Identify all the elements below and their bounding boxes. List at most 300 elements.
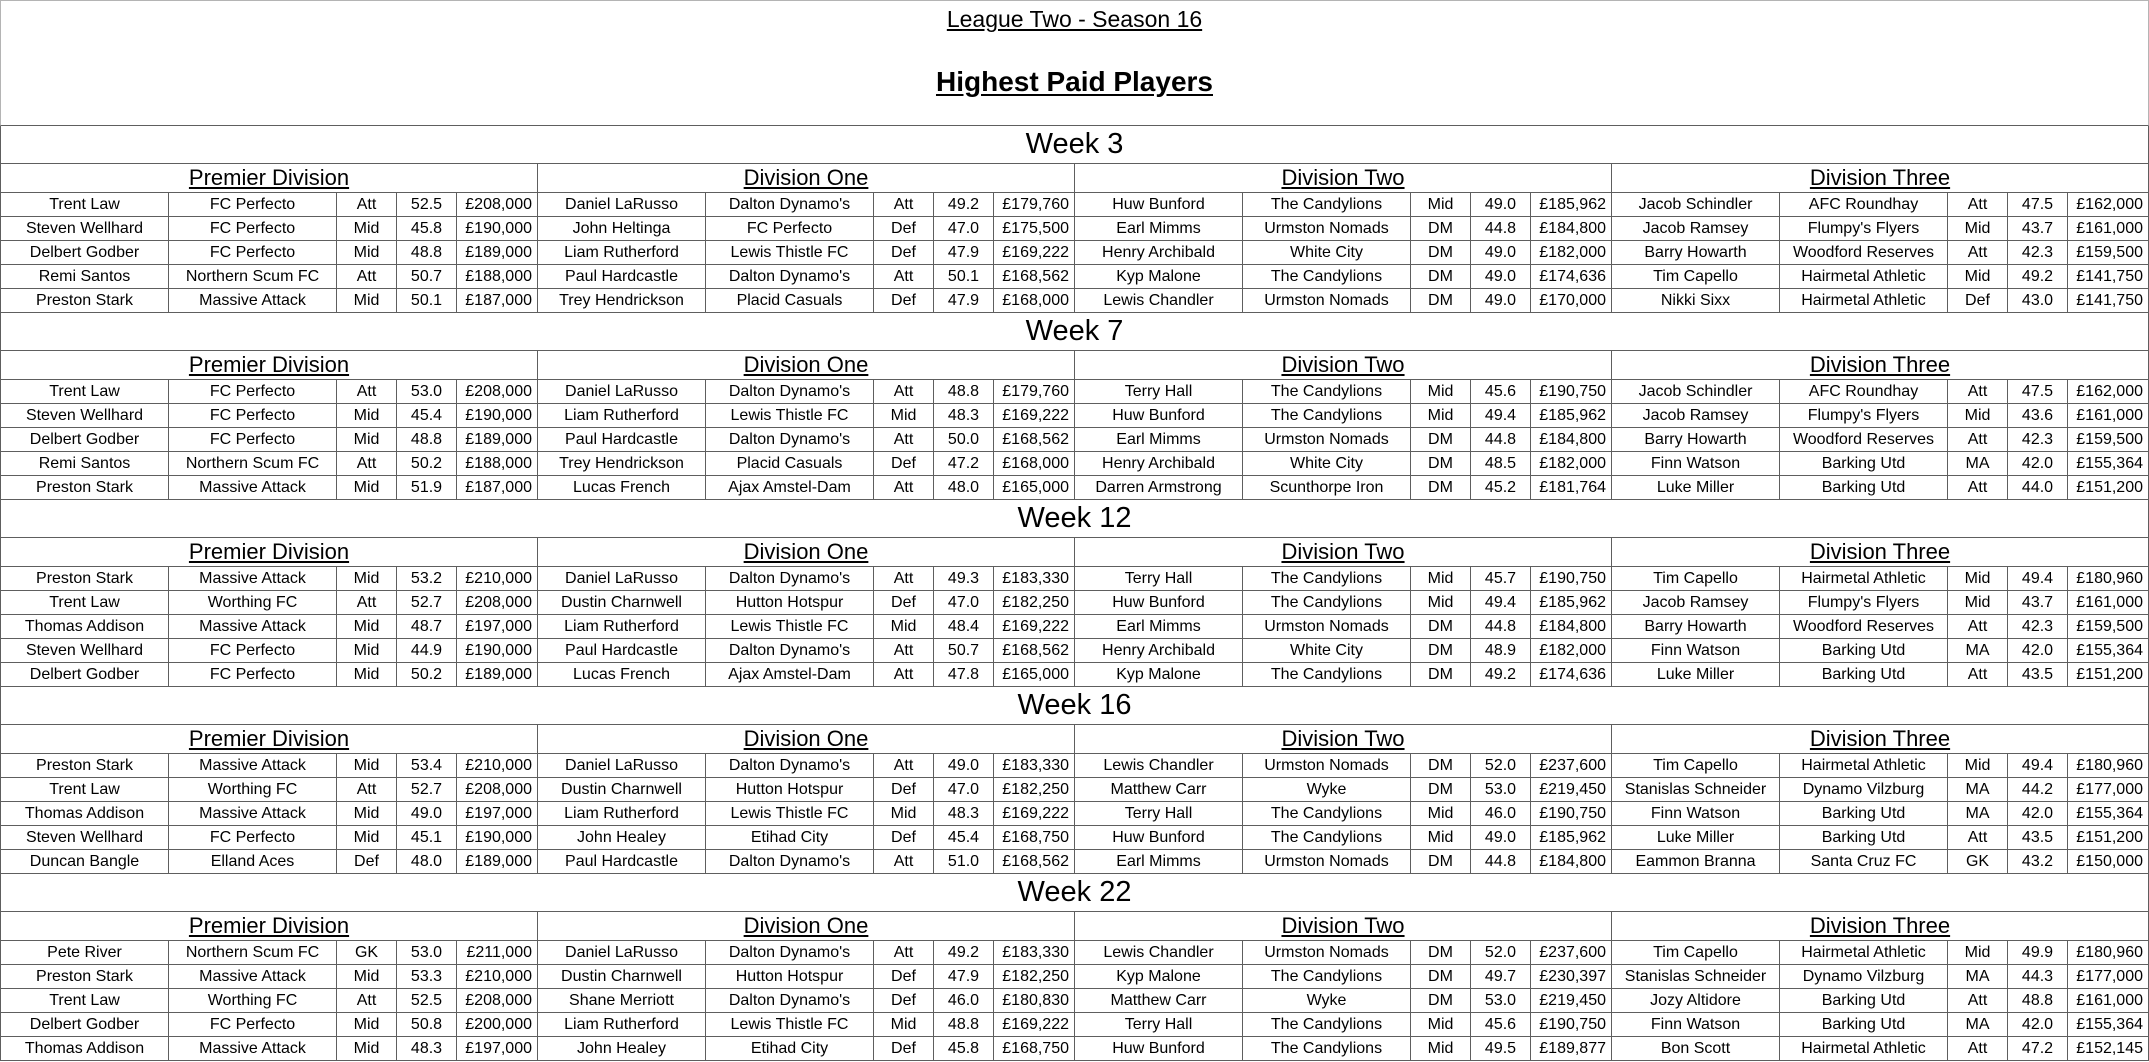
club-cell: Dalton Dynamo's bbox=[706, 567, 874, 591]
wage-cell: £159,500 bbox=[2068, 241, 2149, 265]
club-cell: Lewis Thistle FC bbox=[706, 802, 874, 826]
wage-cell: £174,636 bbox=[1531, 663, 1612, 687]
week-section bbox=[1, 500, 2149, 687]
rating-cell: 45.4 bbox=[934, 826, 994, 850]
rating-cell: 48.4 bbox=[934, 615, 994, 639]
rating-cell: 47.9 bbox=[934, 289, 994, 313]
rating-cell: 53.0 bbox=[397, 941, 457, 965]
rating-cell: 47.2 bbox=[934, 452, 994, 476]
rating-cell: 47.9 bbox=[934, 241, 994, 265]
player-name-cell: Jacob Schindler bbox=[1612, 380, 1780, 404]
wage-cell: £179,760 bbox=[994, 380, 1075, 404]
position-cell: MA bbox=[1948, 802, 2008, 826]
position-cell: Att bbox=[1948, 476, 2008, 500]
position-cell: Mid bbox=[874, 404, 934, 428]
club-cell: Worthing FC bbox=[169, 989, 337, 1013]
position-cell: Att bbox=[874, 380, 934, 404]
division-header bbox=[1612, 538, 2149, 567]
player-name-cell: Shane Merriott bbox=[538, 989, 706, 1013]
club-cell: The Candylions bbox=[1243, 663, 1411, 687]
player-name-cell: Matthew Carr bbox=[1075, 778, 1243, 802]
wage-cell: £200,000 bbox=[457, 1013, 538, 1037]
rating-cell: 48.8 bbox=[397, 241, 457, 265]
rating-cell: 45.6 bbox=[1471, 380, 1531, 404]
wage-cell: £190,000 bbox=[457, 217, 538, 241]
position-cell: Def bbox=[1948, 289, 2008, 313]
club-cell: Dalton Dynamo's bbox=[706, 639, 874, 663]
player-name-cell: Daniel LaRusso bbox=[538, 754, 706, 778]
player-name-cell: Liam Rutherford bbox=[538, 404, 706, 428]
wage-cell: £208,000 bbox=[457, 778, 538, 802]
rating-cell: 47.5 bbox=[2008, 380, 2068, 404]
player-name-cell: Stanislas Schneider bbox=[1612, 965, 1780, 989]
wage-cell: £208,000 bbox=[457, 380, 538, 404]
club-cell: FC Perfecto bbox=[169, 380, 337, 404]
rating-cell: 42.3 bbox=[2008, 428, 2068, 452]
player-name-cell: Earl Mimms bbox=[1075, 615, 1243, 639]
player-name-cell: Steven Wellhard bbox=[1, 826, 169, 850]
position-cell: Mid bbox=[337, 965, 397, 989]
player-name-cell: Dustin Charnwell bbox=[538, 778, 706, 802]
week-section bbox=[1, 313, 2149, 500]
player-name-cell: Matthew Carr bbox=[1075, 989, 1243, 1013]
player-name-cell: Preston Stark bbox=[1, 754, 169, 778]
division-name: Division Three bbox=[1809, 913, 1951, 938]
wage-cell: £151,200 bbox=[2068, 476, 2149, 500]
rating-cell: 50.7 bbox=[934, 639, 994, 663]
position-cell: Mid bbox=[337, 404, 397, 428]
club-cell: FC Perfecto bbox=[169, 428, 337, 452]
table-row bbox=[1, 1013, 2149, 1037]
position-cell: Att bbox=[337, 591, 397, 615]
club-cell: FC Perfecto bbox=[706, 217, 874, 241]
rating-cell: 52.0 bbox=[1471, 941, 1531, 965]
club-cell: Barking Utd bbox=[1780, 802, 1948, 826]
club-cell: FC Perfecto bbox=[169, 404, 337, 428]
wage-cell: £180,960 bbox=[2068, 941, 2149, 965]
rating-cell: 46.0 bbox=[934, 989, 994, 1013]
position-cell: Att bbox=[874, 663, 934, 687]
player-name-cell: John Heltinga bbox=[538, 217, 706, 241]
position-cell: Def bbox=[874, 778, 934, 802]
wage-cell: £177,000 bbox=[2068, 778, 2149, 802]
position-cell: Att bbox=[1948, 241, 2008, 265]
position-cell: Mid bbox=[1948, 754, 2008, 778]
wage-cell: £180,960 bbox=[2068, 754, 2149, 778]
wage-cell: £165,000 bbox=[994, 476, 1075, 500]
rating-cell: 43.5 bbox=[2008, 826, 2068, 850]
wage-cell: £161,000 bbox=[2068, 404, 2149, 428]
rating-cell: 53.2 bbox=[397, 567, 457, 591]
player-name-cell: Finn Watson bbox=[1612, 452, 1780, 476]
position-cell: Mid bbox=[1411, 1037, 1471, 1061]
club-cell: Northern Scum FC bbox=[169, 452, 337, 476]
position-cell: Att bbox=[337, 989, 397, 1013]
player-name-cell: Barry Howarth bbox=[1612, 241, 1780, 265]
wage-cell: £151,200 bbox=[2068, 826, 2149, 850]
wage-cell: £189,000 bbox=[457, 428, 538, 452]
wage-cell: £155,364 bbox=[2068, 452, 2149, 476]
player-name-cell: Finn Watson bbox=[1612, 1013, 1780, 1037]
division-name: Premier Division bbox=[188, 165, 350, 190]
rating-cell: 50.2 bbox=[397, 452, 457, 476]
wage-cell: £208,000 bbox=[457, 989, 538, 1013]
table-row bbox=[1, 965, 2149, 989]
position-cell: Att bbox=[874, 193, 934, 217]
club-cell: Lewis Thistle FC bbox=[706, 1013, 874, 1037]
wage-cell: £182,000 bbox=[1531, 639, 1612, 663]
player-name-cell: Pete River bbox=[1, 941, 169, 965]
club-cell: Dynamo Vilzburg bbox=[1780, 965, 1948, 989]
wage-cell: £190,750 bbox=[1531, 567, 1612, 591]
rating-cell: 51.0 bbox=[934, 850, 994, 874]
rating-cell: 50.2 bbox=[397, 663, 457, 687]
position-cell: Att bbox=[337, 452, 397, 476]
wage-cell: £182,250 bbox=[994, 591, 1075, 615]
wage-cell: £189,877 bbox=[1531, 1037, 1612, 1061]
rating-cell: 50.1 bbox=[934, 265, 994, 289]
player-name-cell: Paul Hardcastle bbox=[538, 639, 706, 663]
wage-cell: £168,562 bbox=[994, 265, 1075, 289]
player-name-cell: Trey Hendrickson bbox=[538, 289, 706, 313]
player-name-cell: Huw Bunford bbox=[1075, 826, 1243, 850]
position-cell: Mid bbox=[1948, 567, 2008, 591]
table-row bbox=[1, 639, 2149, 663]
position-cell: DM bbox=[1411, 941, 1471, 965]
rating-cell: 43.6 bbox=[2008, 404, 2068, 428]
player-name-cell: Dustin Charnwell bbox=[538, 965, 706, 989]
division-header bbox=[538, 725, 1075, 754]
week-label: Week 7 bbox=[1, 313, 2149, 351]
club-cell: Massive Attack bbox=[169, 476, 337, 500]
rating-cell: 44.2 bbox=[2008, 778, 2068, 802]
table-row bbox=[1, 941, 2149, 965]
table-row bbox=[1, 241, 2149, 265]
rating-cell: 45.8 bbox=[934, 1037, 994, 1061]
club-cell: Wyke bbox=[1243, 778, 1411, 802]
position-cell: GK bbox=[337, 941, 397, 965]
division-header bbox=[1075, 912, 1612, 941]
position-cell: Att bbox=[1948, 1037, 2008, 1061]
wage-cell: £169,222 bbox=[994, 802, 1075, 826]
table-row bbox=[1, 663, 2149, 687]
division-name: Division Two bbox=[1281, 165, 1405, 190]
week-section bbox=[1, 687, 2149, 874]
wage-cell: £184,800 bbox=[1531, 217, 1612, 241]
rating-cell: 52.7 bbox=[397, 591, 457, 615]
wage-cell: £155,364 bbox=[2068, 639, 2149, 663]
player-name-cell: Trent Law bbox=[1, 989, 169, 1013]
position-cell: Def bbox=[337, 850, 397, 874]
club-cell: Barking Utd bbox=[1780, 663, 1948, 687]
rating-cell: 49.3 bbox=[934, 567, 994, 591]
division-name: Division One bbox=[743, 539, 869, 564]
player-name-cell: Delbert Godber bbox=[1, 663, 169, 687]
club-cell: The Candylions bbox=[1243, 380, 1411, 404]
player-name-cell: Barry Howarth bbox=[1612, 428, 1780, 452]
table-row bbox=[1, 567, 2149, 591]
division-header bbox=[1612, 351, 2149, 380]
club-cell: Barking Utd bbox=[1780, 639, 1948, 663]
player-name-cell: Tim Capello bbox=[1612, 567, 1780, 591]
position-cell: Mid bbox=[337, 1013, 397, 1037]
player-name-cell: Henry Archibald bbox=[1075, 639, 1243, 663]
title-row bbox=[1, 5, 2148, 33]
wage-cell: £185,962 bbox=[1531, 404, 1612, 428]
sheet-header bbox=[0, 0, 2149, 126]
division-header bbox=[1075, 538, 1612, 567]
position-cell: Def bbox=[874, 217, 934, 241]
player-name-cell: Terry Hall bbox=[1075, 380, 1243, 404]
player-name-cell: Finn Watson bbox=[1612, 639, 1780, 663]
wage-cell: £197,000 bbox=[457, 1037, 538, 1061]
player-name-cell: Henry Archibald bbox=[1075, 241, 1243, 265]
wage-cell: £161,000 bbox=[2068, 989, 2149, 1013]
club-cell: Urmston Nomads bbox=[1243, 850, 1411, 874]
wage-cell: £155,364 bbox=[2068, 802, 2149, 826]
table-row bbox=[1, 802, 2149, 826]
player-name-cell: John Healey bbox=[538, 1037, 706, 1061]
wage-cell: £190,000 bbox=[457, 639, 538, 663]
position-cell: Def bbox=[874, 826, 934, 850]
rating-cell: 53.0 bbox=[1471, 989, 1531, 1013]
rating-cell: 49.0 bbox=[1471, 265, 1531, 289]
rating-cell: 47.2 bbox=[2008, 1037, 2068, 1061]
division-header bbox=[1, 164, 538, 193]
club-cell: The Candylions bbox=[1243, 567, 1411, 591]
position-cell: Mid bbox=[337, 802, 397, 826]
position-cell: Att bbox=[1948, 826, 2008, 850]
wage-cell: £165,000 bbox=[994, 663, 1075, 687]
player-name-cell: Jozy Altidore bbox=[1612, 989, 1780, 1013]
player-name-cell: Tim Capello bbox=[1612, 941, 1780, 965]
wage-cell: £182,000 bbox=[1531, 452, 1612, 476]
club-cell: Dalton Dynamo's bbox=[706, 380, 874, 404]
club-cell: The Candylions bbox=[1243, 965, 1411, 989]
club-cell: Hutton Hotspur bbox=[706, 965, 874, 989]
rating-cell: 48.0 bbox=[934, 476, 994, 500]
rating-cell: 48.0 bbox=[397, 850, 457, 874]
position-cell: MA bbox=[1948, 778, 2008, 802]
player-name-cell: Nikki Sixx bbox=[1612, 289, 1780, 313]
club-cell: The Candylions bbox=[1243, 1013, 1411, 1037]
position-cell: Def bbox=[874, 241, 934, 265]
player-name-cell: Earl Mimms bbox=[1075, 428, 1243, 452]
player-name-cell: John Healey bbox=[538, 826, 706, 850]
club-cell: Dalton Dynamo's bbox=[706, 850, 874, 874]
club-cell: Urmston Nomads bbox=[1243, 941, 1411, 965]
wage-cell: £185,962 bbox=[1531, 591, 1612, 615]
division-header bbox=[1612, 164, 2149, 193]
rating-cell: 52.5 bbox=[397, 193, 457, 217]
rating-cell: 49.0 bbox=[397, 802, 457, 826]
position-cell: DM bbox=[1411, 850, 1471, 874]
wage-cell: £180,830 bbox=[994, 989, 1075, 1013]
position-cell: DM bbox=[1411, 241, 1471, 265]
wage-cell: £183,330 bbox=[994, 754, 1075, 778]
rating-cell: 45.1 bbox=[397, 826, 457, 850]
wage-cell: £190,750 bbox=[1531, 802, 1612, 826]
player-name-cell: Jacob Ramsey bbox=[1612, 404, 1780, 428]
rating-cell: 43.5 bbox=[2008, 663, 2068, 687]
table-row bbox=[1, 591, 2149, 615]
player-name-cell: Darren Armstrong bbox=[1075, 476, 1243, 500]
club-cell: Dalton Dynamo's bbox=[706, 941, 874, 965]
club-cell: Hairmetal Athletic bbox=[1780, 754, 1948, 778]
position-cell: Mid bbox=[1411, 1013, 1471, 1037]
club-cell: Worthing FC bbox=[169, 591, 337, 615]
player-name-cell: Luke Miller bbox=[1612, 826, 1780, 850]
table-row bbox=[1, 826, 2149, 850]
position-cell: DM bbox=[1411, 217, 1471, 241]
rating-cell: 49.0 bbox=[934, 754, 994, 778]
player-name-cell: Stanislas Schneider bbox=[1612, 778, 1780, 802]
rating-cell: 44.8 bbox=[1471, 850, 1531, 874]
player-name-cell: Luke Miller bbox=[1612, 663, 1780, 687]
club-cell: Barking Utd bbox=[1780, 476, 1948, 500]
position-cell: Att bbox=[337, 380, 397, 404]
week-label: Week 22 bbox=[1, 874, 2149, 912]
table-row bbox=[1, 850, 2149, 874]
player-name-cell: Kyp Malone bbox=[1075, 663, 1243, 687]
position-cell: Def bbox=[874, 289, 934, 313]
rating-cell: 44.8 bbox=[1471, 615, 1531, 639]
club-cell: Etihad City bbox=[706, 826, 874, 850]
rating-cell: 48.9 bbox=[1471, 639, 1531, 663]
wage-cell: £189,000 bbox=[457, 850, 538, 874]
club-cell: Santa Cruz FC bbox=[1780, 850, 1948, 874]
rating-cell: 46.0 bbox=[1471, 802, 1531, 826]
position-cell: Def bbox=[874, 591, 934, 615]
rating-cell: 48.3 bbox=[397, 1037, 457, 1061]
division-name: Division One bbox=[743, 913, 869, 938]
position-cell: Att bbox=[1948, 663, 2008, 687]
division-header bbox=[538, 164, 1075, 193]
position-cell: Mid bbox=[337, 476, 397, 500]
player-name-cell: Delbert Godber bbox=[1, 428, 169, 452]
division-name: Division Three bbox=[1809, 352, 1951, 377]
club-cell: FC Perfecto bbox=[169, 1013, 337, 1037]
rating-cell: 45.2 bbox=[1471, 476, 1531, 500]
rating-cell: 53.4 bbox=[397, 754, 457, 778]
rating-cell: 53.3 bbox=[397, 965, 457, 989]
player-name-cell: Lewis Chandler bbox=[1075, 289, 1243, 313]
wage-cell: £185,962 bbox=[1531, 826, 1612, 850]
week-section bbox=[1, 874, 2149, 1061]
club-cell: Scunthorpe Iron bbox=[1243, 476, 1411, 500]
wage-cell: £152,145 bbox=[2068, 1037, 2149, 1061]
player-name-cell: Steven Wellhard bbox=[1, 639, 169, 663]
wage-cell: £182,250 bbox=[994, 778, 1075, 802]
rating-cell: 49.2 bbox=[1471, 663, 1531, 687]
player-name-cell: Trent Law bbox=[1, 778, 169, 802]
club-cell: Northern Scum FC bbox=[169, 265, 337, 289]
player-name-cell: Trent Law bbox=[1, 380, 169, 404]
player-name-cell: Trey Hendrickson bbox=[538, 452, 706, 476]
division-header bbox=[1612, 912, 2149, 941]
position-cell: Mid bbox=[337, 639, 397, 663]
wage-cell: £170,000 bbox=[1531, 289, 1612, 313]
division-name: Premier Division bbox=[188, 539, 350, 564]
player-name-cell: Dustin Charnwell bbox=[538, 591, 706, 615]
division-header bbox=[1612, 725, 2149, 754]
rating-cell: 49.0 bbox=[1471, 289, 1531, 313]
club-cell: Dalton Dynamo's bbox=[706, 428, 874, 452]
club-cell: Dalton Dynamo's bbox=[706, 265, 874, 289]
position-cell: DM bbox=[1411, 754, 1471, 778]
player-name-cell: Lucas French bbox=[538, 663, 706, 687]
wage-cell: £169,222 bbox=[994, 615, 1075, 639]
wage-cell: £168,562 bbox=[994, 639, 1075, 663]
division-header bbox=[1, 725, 538, 754]
position-cell: MA bbox=[1948, 965, 2008, 989]
rating-cell: 49.2 bbox=[2008, 265, 2068, 289]
club-cell: Northern Scum FC bbox=[169, 941, 337, 965]
player-name-cell: Barry Howarth bbox=[1612, 615, 1780, 639]
player-name-cell: Huw Bunford bbox=[1075, 404, 1243, 428]
position-cell: Att bbox=[874, 754, 934, 778]
wage-cell: £219,450 bbox=[1531, 778, 1612, 802]
rating-cell: 50.8 bbox=[397, 1013, 457, 1037]
player-name-cell: Earl Mimms bbox=[1075, 850, 1243, 874]
rating-cell: 44.8 bbox=[1471, 217, 1531, 241]
table-row bbox=[1, 1037, 2149, 1061]
rating-cell: 48.8 bbox=[934, 1013, 994, 1037]
division-header bbox=[1075, 351, 1612, 380]
position-cell: Att bbox=[874, 476, 934, 500]
rating-cell: 48.3 bbox=[934, 802, 994, 826]
position-cell: Att bbox=[874, 265, 934, 289]
club-cell: Urmston Nomads bbox=[1243, 615, 1411, 639]
club-cell: Hutton Hotspur bbox=[706, 591, 874, 615]
club-cell: Etihad City bbox=[706, 1037, 874, 1061]
division-header bbox=[1075, 725, 1612, 754]
rating-cell: 49.9 bbox=[2008, 941, 2068, 965]
division-header bbox=[1, 912, 538, 941]
player-name-cell: Lewis Chandler bbox=[1075, 754, 1243, 778]
player-name-cell: Daniel LaRusso bbox=[538, 193, 706, 217]
rating-cell: 51.9 bbox=[397, 476, 457, 500]
position-cell: Mid bbox=[1411, 380, 1471, 404]
club-cell: FC Perfecto bbox=[169, 217, 337, 241]
position-cell: DM bbox=[1411, 428, 1471, 452]
wage-cell: £161,000 bbox=[2068, 591, 2149, 615]
division-name: Premier Division bbox=[188, 352, 350, 377]
rating-cell: 48.5 bbox=[1471, 452, 1531, 476]
position-cell: Def bbox=[874, 452, 934, 476]
rating-cell: 47.0 bbox=[934, 217, 994, 241]
club-cell: Urmston Nomads bbox=[1243, 217, 1411, 241]
wage-cell: £162,000 bbox=[2068, 380, 2149, 404]
wage-cell: £184,800 bbox=[1531, 428, 1612, 452]
rating-cell: 48.3 bbox=[934, 404, 994, 428]
player-name-cell: Preston Stark bbox=[1, 567, 169, 591]
rating-cell: 45.8 bbox=[397, 217, 457, 241]
table-row bbox=[1, 754, 2149, 778]
player-name-cell: Huw Bunford bbox=[1075, 591, 1243, 615]
wage-cell: £183,330 bbox=[994, 567, 1075, 591]
rating-cell: 43.7 bbox=[2008, 591, 2068, 615]
wage-cell: £150,000 bbox=[2068, 850, 2149, 874]
position-cell: Att bbox=[1948, 193, 2008, 217]
table-row bbox=[1, 404, 2149, 428]
rating-cell: 47.9 bbox=[934, 965, 994, 989]
player-name-cell: Remi Santos bbox=[1, 452, 169, 476]
rating-cell: 48.8 bbox=[934, 380, 994, 404]
club-cell: Worthing FC bbox=[169, 778, 337, 802]
club-cell: Wyke bbox=[1243, 989, 1411, 1013]
position-cell: DM bbox=[1411, 989, 1471, 1013]
